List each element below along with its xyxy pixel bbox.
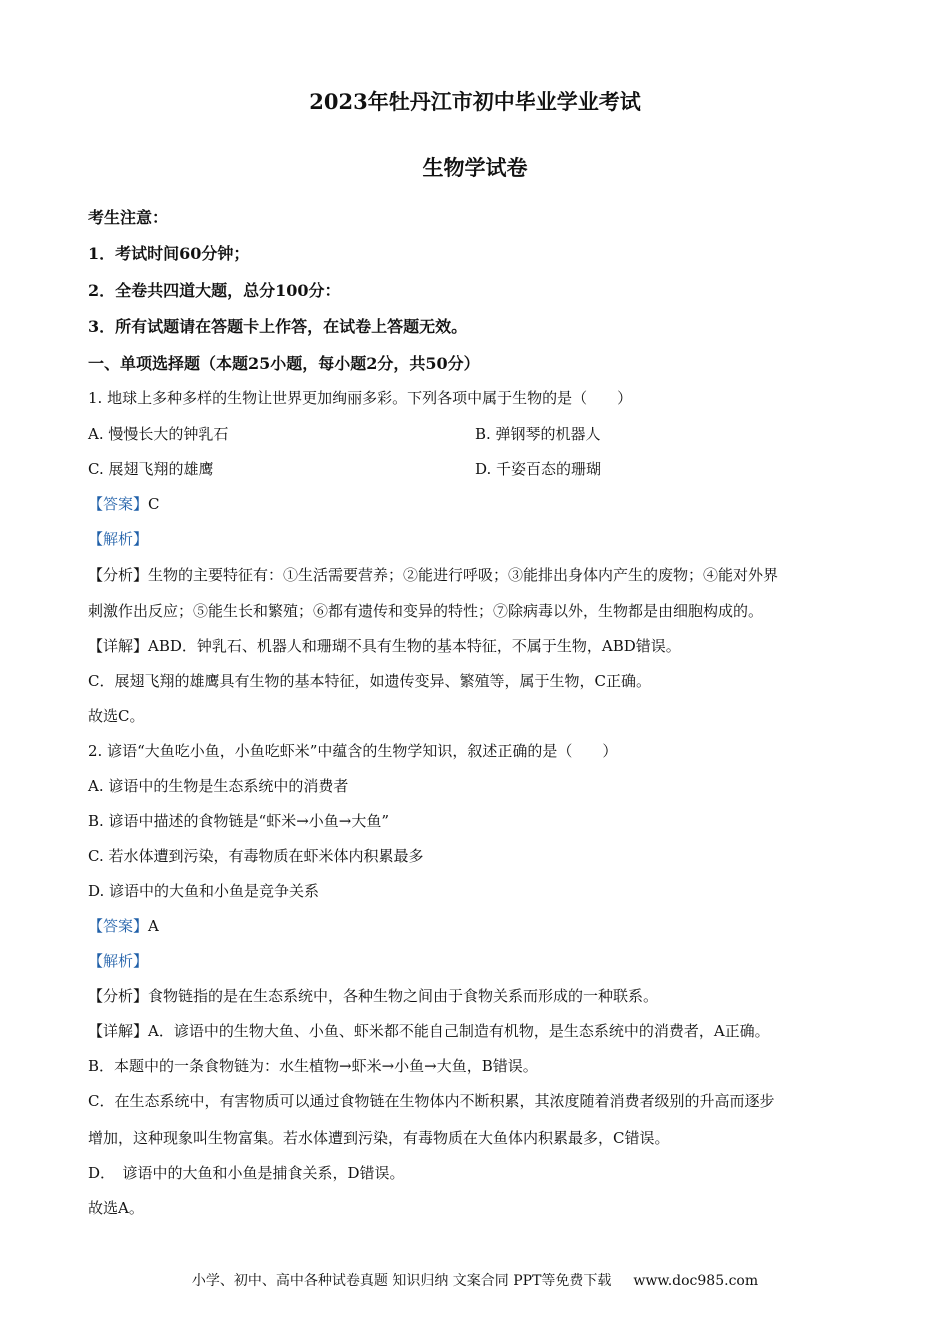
q1-option-d: D. 千姿百态的珊瑚 <box>475 460 602 478</box>
xiangjie-tag: 【详解】 <box>88 637 149 655</box>
q2-stem: 2. 谚语“大鱼吃小鱼，小鱼吃虾米”中蕴含的生物学知识，叙述正确的是（ ） <box>88 742 618 760</box>
q2-xiangjie-line-1 <box>88 1020 770 1041</box>
q1-xiangjie-line-1 <box>88 635 681 656</box>
section-heading: 一、单项选择题（本题25小题，每小题2分，共50分） <box>88 354 480 373</box>
q1-option-c: C. 展翅飞翔的雄鹰 <box>88 460 214 478</box>
notice-item-2: 2．全卷共四道大题，总分100分： <box>88 281 341 300</box>
q1-stem: 1. 地球上多种多样的生物让世界更加绚丽多彩。下列各项中属于生物的是（ ） <box>88 389 633 407</box>
q2-conclusion: 故选A。 <box>88 1199 144 1217</box>
q2-xiangjie-line-3: C．在生态系统中，有害物质可以通过食物链在生物体内不断积累，其浓度随着消费者级别的升高而逐步 <box>88 1092 775 1110</box>
xiangjie-tag: 【详解】 <box>88 1022 149 1040</box>
q2-option-a: A. 谚语中的生物是生态系统中的消费者 <box>88 777 349 795</box>
footer-text: 小学、初中、高中各种试卷真题 知识归纳 文案合同 PPT等免费下载 <box>191 1273 612 1289</box>
q1-answer <box>88 493 160 514</box>
q2-option-c: C. 若水体遭到污染，有毒物质在虾米体内积累最多 <box>88 847 424 865</box>
q1-xiangjie-line-2: C．展翅飞翔的雄鹰具有生物的基本特征，如遗传变异、繁殖等，属于生物，C正确。 <box>88 672 651 690</box>
q2-xiangjie-line-4: 增加，这种现象叫生物富集。若水体遭到污染，有毒物质在大鱼体内积累最多，C错误。 <box>88 1129 670 1147</box>
answer-tag: 【答案】 <box>88 917 149 935</box>
q2-xiangjie-line-5: D． 谚语中的大鱼和小鱼是捕食关系，D错误。 <box>88 1164 405 1182</box>
analysis-tag: 【解析】 <box>88 530 149 548</box>
answer-tag: 【答案】 <box>88 495 149 513</box>
fenxi-tag: 【分析】 <box>88 987 149 1005</box>
q2-analysis-tag <box>88 950 148 971</box>
q1-conclusion: 故选C。 <box>88 707 145 725</box>
notice-item-1: 1．考试时间60分钟； <box>88 244 250 263</box>
q1-analysis-tag <box>88 528 148 549</box>
exam-subtitle: 生物学试卷 <box>422 155 528 180</box>
q1-option-a: A. 慢慢长大的钟乳石 <box>88 425 229 443</box>
notice-item-3: 3．所有试题请在答题卡上作答，在试卷上答题无效。 <box>88 317 468 336</box>
fenxi-tag: 【分析】 <box>88 566 149 584</box>
xiangjie-text: ABD．钟乳石、机器人和珊瑚不具有生物的基本特征，不属于生物，ABD错误。 <box>148 637 681 655</box>
q2-answer <box>88 915 159 936</box>
q1-fenxi-line-1 <box>88 564 778 585</box>
q1-option-b: B. 弹钢琴的机器人 <box>475 425 601 443</box>
page-footer <box>0 1270 950 1290</box>
footer-url[interactable]: www.doc985.com <box>633 1273 759 1289</box>
analysis-tag: 【解析】 <box>88 952 149 970</box>
q2-fenxi-line-1 <box>88 985 658 1006</box>
answer-value: A <box>148 917 159 935</box>
fenxi-text: 食物链指的是在生态系统中，各种生物之间由于食物关系而形成的一种联系。 <box>148 987 659 1005</box>
notice-heading: 考生注意： <box>88 208 169 227</box>
q2-xiangjie-line-2: B．本题中的一条食物链为：水生植物→虾米→小鱼→大鱼，B错误。 <box>88 1057 538 1075</box>
q2-option-b: B. 谚语中描述的食物链是“虾米→小鱼→大鱼” <box>88 812 390 830</box>
exam-title: 2023年牡丹江市初中毕业学业考试 <box>309 89 641 114</box>
q2-option-d: D. 谚语中的大鱼和小鱼是竞争关系 <box>88 882 320 900</box>
answer-value: C <box>148 495 160 513</box>
fenxi-text: 生物的主要特征有：①生活需要营养；②能进行呼吸；③能排出身体内产生的废物；④能对外界 <box>148 566 779 584</box>
q1-fenxi-line-2: 刺激作出反应；⑤能生长和繁殖；⑥都有遗传和变异的特性；⑦除病毒以外，生物都是由细胞构成的。 <box>88 602 764 620</box>
xiangjie-text: A．谚语中的生物大鱼、小鱼、虾米都不能自己制造有机物，是生态系统中的消费者，A正确。 <box>148 1022 770 1040</box>
